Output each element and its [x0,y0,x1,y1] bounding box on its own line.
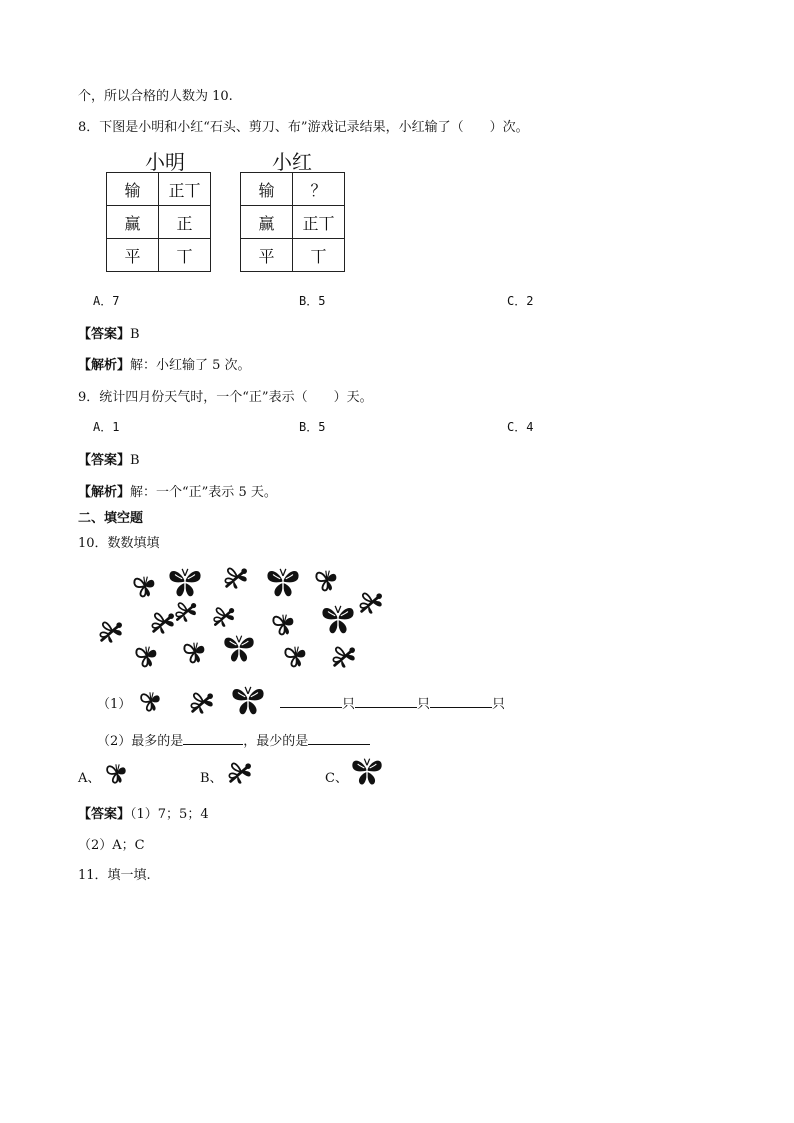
answer-tag: 【答案】 [78,327,131,342]
table-row [107,239,211,272]
part2-prefix: （2）最多的是 [97,734,184,749]
part2-mid: ，最少的是 [243,734,309,749]
question-9: 9．统计四月份天气时，一个“正”表示（ ）天。 [78,390,373,405]
question-10: 10．数数填填 [78,536,160,551]
q10-part1-blanks [280,693,505,712]
intro-line: 个，所以合格的人数为 10. [78,89,233,104]
table-cell: 平 [241,239,293,272]
answer-tag: 【答案】 [78,807,131,822]
dragonfly-icon [226,758,254,786]
big-butterfly-icon [230,684,266,718]
small-butterfly-icon [133,642,161,670]
q10-option-c-label: C、 [325,771,348,786]
dragonfly-icon [210,603,238,629]
small-butterfly-icon [181,638,209,666]
table-row [241,206,345,239]
table-cell: 丅 [293,239,345,272]
answer-value: （1）7；5；4 [130,807,209,822]
q8-option-b: B．5 [299,294,326,308]
analysis-tag: 【解析】 [78,485,131,500]
table-cell: 正丅 [293,206,345,239]
table-row [107,206,211,239]
small-butterfly-icon [131,572,159,600]
table-cell: ？ [293,173,345,206]
q10-answer [78,803,209,822]
dragonfly-icon [149,608,177,636]
q10-part1-label: （1） [97,697,132,712]
analysis-text: 解：小红输了 5 次。 [130,358,251,373]
q9-answer [78,449,140,468]
answer-blank[interactable] [355,695,417,708]
answer-tag: 【答案】 [78,453,131,468]
table-cell: 赢 [107,206,159,239]
answer-value: B [130,453,140,468]
table-row [241,173,345,206]
big-butterfly-icon [265,566,301,600]
q10-part2 [97,730,370,749]
small-butterfly-icon [270,610,298,638]
dragonfly-icon [330,642,358,670]
table-row [241,239,345,272]
table-cell: 赢 [241,206,293,239]
table-cell: 正丅 [159,173,211,206]
question-8: 8．下图是小明和小红“石头、剪刀、布”游戏记录结果，小红输了（ ）次。 [78,120,529,135]
q10-option-b-label: B、 [200,771,223,786]
table-cell: 输 [241,173,293,206]
q9-analysis [78,481,277,500]
small-butterfly-icon [138,688,164,714]
table-title-xiaohong: 小红 [272,150,312,174]
big-butterfly-icon [222,633,256,665]
unit-label: 只 [492,697,506,712]
q9-option-a: A．1 [93,420,120,434]
table-cell: 正 [159,206,211,239]
answer-blank[interactable] [430,695,492,708]
answer-blank[interactable] [280,695,342,708]
table-cell: 平 [107,239,159,272]
big-butterfly-icon [320,603,356,637]
q8-option-a: A．7 [93,294,120,308]
analysis-tag: 【解析】 [78,358,131,373]
tally-table-xiaoming [106,172,211,272]
dragonfly-icon [222,563,250,591]
dragonfly-icon [357,588,385,616]
tally-table-xiaohong [240,172,345,272]
q8-answer [78,323,140,342]
big-butterfly-icon [350,756,384,788]
dragonfly-icon [97,617,125,645]
q8-analysis [78,354,251,373]
unit-label: 只 [417,697,431,712]
small-butterfly-icon [313,566,341,594]
table-cell: 输 [107,173,159,206]
dragonfly-icon [188,688,216,716]
question-11: 11．填一填. [78,868,151,883]
small-butterfly-icon [282,642,310,670]
q10-option-a-label: A、 [78,771,101,786]
q9-option-b: B．5 [299,420,326,434]
answer-blank[interactable] [183,732,243,745]
table-title-xiaoming: 小明 [145,150,185,174]
answer-blank[interactable] [308,732,370,745]
q9-option-c: C．4 [507,420,534,434]
analysis-text: 解：一个“正”表示 5 天。 [130,485,277,500]
big-butterfly-icon [168,566,202,600]
unit-label: 只 [342,697,356,712]
answer-value: B [130,327,140,342]
q8-option-c: C．2 [507,294,534,308]
q10-answer-part2: （2）A；C [78,838,145,853]
table-row [107,173,211,206]
table-cell: 丅 [159,239,211,272]
small-butterfly-icon [104,760,130,786]
section-heading: 二、填空题 [78,511,144,526]
